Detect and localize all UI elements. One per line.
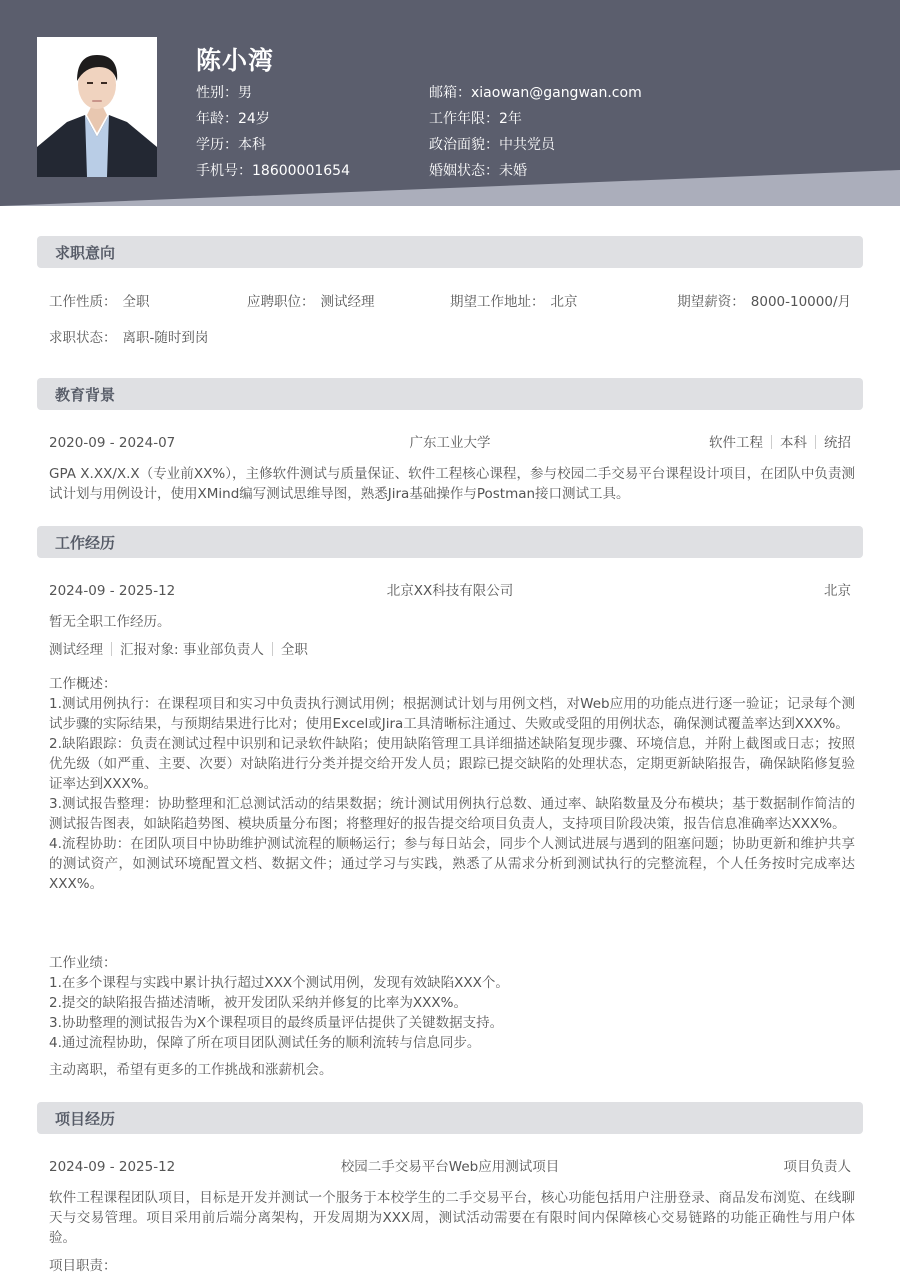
section-title-project (37, 1102, 863, 1134)
work-tags (49, 640, 308, 660)
info-value: 本科 (238, 137, 266, 153)
info-political-status (429, 134, 642, 160)
project-role: 项目负责人 (783, 1159, 851, 1175)
achievements-label: 工作业绩： (49, 955, 117, 971)
work-position: 测试经理 (49, 642, 103, 658)
overview-item: 4.流程协助：在团队项目中协助维护测试流程的顺畅运行；参与每日站会，同步个人测试进展与遇到的阻塞问题；协助更新和维护共享的测试资产，如测试环境配置文档、数据文件；通过学习与实践，熟悉了从需求分析到测试执行的完整流程，个人任务按时完成率达XXX%。 (49, 836, 855, 892)
project-duties-label: 项目职责： (49, 1258, 117, 1274)
achievement-item: 4.通过流程协助，保障了所在项目团队测试任务的顺利流转与信息同步。 (49, 1035, 481, 1051)
info-value: 18600001654 (252, 163, 350, 179)
candidate-name: 陈小湾 (196, 46, 275, 75)
education-description: GPA X.XX/X.X（专业前XX%），主修软件测试与质量保证、软件工程核心课程，参与校园二手交易平台课程设计项目，在团队中负责测试计划与用例设计，使用XMind编写测试思维导图，熟悉Jira基础操作与Postman接口测试工具。 (49, 466, 855, 502)
section-heading: 求职意向 (55, 244, 116, 262)
work-leave-reason: 主动离职，希望有更多的工作挑战和涨薪机会。 (49, 1062, 333, 1078)
work-overview (49, 674, 855, 894)
field-value: 北京 (550, 294, 578, 310)
overview-item: 3.测试报告整理：协助整理和汇总测试活动的结果数据；统计测试用例执行总数、通过率、缺陷数量及分布模块；基于数据制作简洁的测试报告图表，如缺陷趋势图、模块质量分布图；将整理好的报告提交给项目负责人，支持项目阶段决策，报告信息准确率达XXX%。 (49, 796, 855, 832)
field-value: 测试经理 (320, 294, 375, 310)
profile-photo (37, 37, 157, 177)
divider (771, 435, 772, 449)
divider (111, 642, 112, 656)
work-location: 北京 (824, 583, 851, 599)
education-tags (709, 433, 851, 453)
field-value: 全职 (122, 294, 150, 310)
info-age (196, 108, 350, 134)
work-date: 2024-09 - 2025-12 (49, 583, 176, 599)
work-company: 北京XX科技有限公司 (386, 583, 514, 599)
info-label: 工作年限： (429, 111, 499, 127)
info-email (429, 82, 642, 108)
field-label: 应聘职位： (247, 294, 315, 310)
field-label: 期望工作地址： (450, 294, 545, 310)
info-label: 手机号： (196, 163, 252, 179)
info-gender (196, 82, 350, 108)
info-value: 男 (238, 85, 252, 101)
field-label: 求职状态： (49, 330, 117, 346)
info-label: 婚姻状态： (429, 163, 499, 179)
field-value: 8000-10000/月 (750, 294, 851, 310)
education-date: 2020-09 - 2024-07 (49, 435, 176, 451)
info-value: 2年 (499, 111, 522, 127)
field-value: 离职-随时到岗 (122, 330, 209, 346)
info-label: 政治面貌： (429, 137, 499, 153)
basic-info-right (429, 82, 642, 186)
section-title-work (37, 526, 863, 558)
overview-item: 2.缺陷跟踪：负责在测试过程中识别和记录软件缺陷；使用缺陷管理工具详细描述缺陷复现步骤、环境信息，并附上截图或日志；按照优先级（如严重、主要、次要）对缺陷进行分类并提交给开发人员；跟踪已提交缺陷的处理状态，定期更新缺陷报告，确保缺陷修复验证率达到XXX%。 (49, 736, 855, 792)
field-label: 期望薪资： (677, 294, 745, 310)
project-name: 校园二手交易平台Web应用测试项目 (340, 1159, 560, 1175)
info-value: 中共党员 (499, 137, 555, 153)
info-work-years (429, 108, 642, 134)
work-report-to: 汇报对象: 事业部负责人 (120, 642, 264, 658)
field-label: 工作性质： (49, 294, 117, 310)
achievement-item: 2.提交的缺陷报告描述清晰，被开发团队采纳并修复的比率为XXX%。 (49, 995, 467, 1011)
info-value: 24岁 (238, 111, 270, 127)
education-enrollment: 统招 (824, 435, 851, 451)
resume-header (0, 0, 900, 206)
achievement-item: 1.在多个课程与实践中累计执行超过XXX个测试用例，发现有效缺陷XXX个。 (49, 975, 509, 991)
education-major: 软件工程 (709, 435, 763, 451)
info-label: 性别： (196, 85, 238, 101)
overview-item: 1.测试用例执行：在课程项目和实习中负责执行测试用例；根据测试计划与用例文档，对Web应用的功能点进行逐一验证；记录每个测试步骤的实际结果，与预期结果进行比对；使用Excel或Jira工具清晰标注通过、失败或受阻的用例状态，确保测试覆盖率达到XXX%。 (49, 696, 855, 732)
basic-info-left (196, 82, 350, 186)
work-note: 暂无全职工作经历。 (49, 614, 171, 630)
section-heading: 项目经历 (55, 1110, 116, 1128)
section-heading: 工作经历 (55, 534, 116, 552)
education-school: 广东工业大学 (409, 435, 491, 451)
education-degree: 本科 (780, 435, 807, 451)
info-value: 未婚 (499, 163, 527, 179)
info-education (196, 134, 350, 160)
achievement-item: 3.协助整理的测试报告为X个课程项目的最终质量评估提供了关键数据支持。 (49, 1015, 504, 1031)
overview-label: 工作概述： (49, 676, 117, 692)
portrait-icon (37, 37, 157, 177)
intention-salary (677, 292, 851, 312)
info-phone (196, 160, 350, 186)
info-value: xiaowan@gangwan.com (471, 85, 642, 101)
intention-job-type (49, 292, 150, 312)
project-description: 软件工程课程团队项目，目标是开发并测试一个服务于本校学生的二手交易平台，核心功能包括用户注册登录、商品发布浏览、在线聊天与交易管理。项目采用前后端分离架构，开发周期为XXX周，测试活动需要在有限时间内保障核心交易链路的功能正确性与用户体验。 (49, 1190, 855, 1246)
info-label: 年龄： (196, 111, 238, 127)
divider (815, 435, 816, 449)
intention-status (49, 328, 208, 348)
work-type: 全职 (280, 642, 308, 658)
info-marital-status (429, 160, 642, 186)
section-heading: 教育背景 (55, 386, 116, 404)
divider (272, 642, 273, 656)
section-title-education (37, 378, 863, 410)
info-label: 学历： (196, 137, 238, 153)
intention-position (247, 292, 375, 312)
work-achievements (49, 953, 855, 1053)
section-title-intention (37, 236, 863, 268)
intention-location (450, 292, 578, 312)
project-date: 2024-09 - 2025-12 (49, 1159, 176, 1175)
info-label: 邮箱： (429, 85, 471, 101)
